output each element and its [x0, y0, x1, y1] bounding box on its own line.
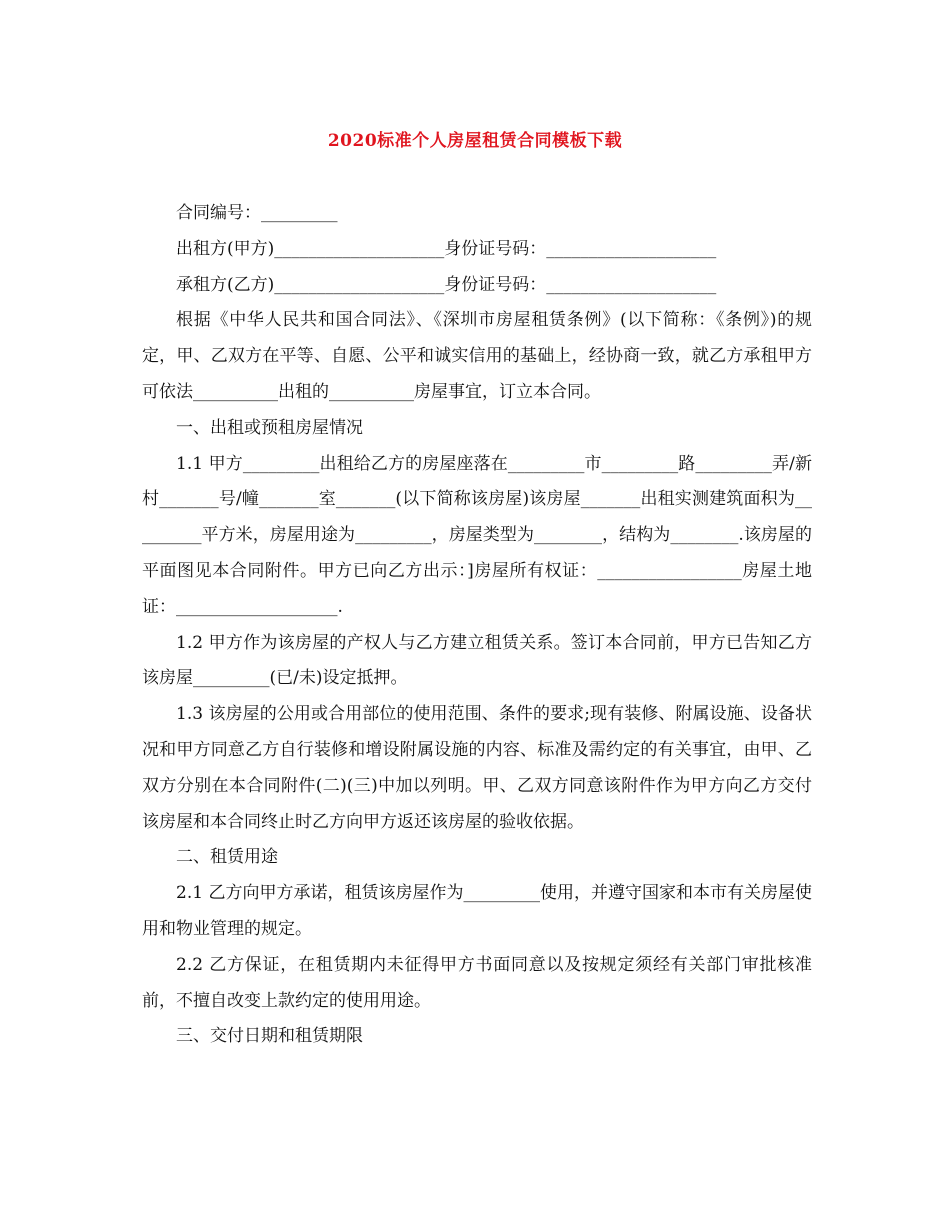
document-title: 2020标准个人房屋租赁合同模板下载 [327, 131, 623, 151]
clause-2-2: 2.2 乙方保证，在租赁期内未征得甲方书面同意以及按规定须经有关部门审批核准前，不擅自改变上款约定的使用用途。 [142, 954, 812, 1011]
preamble-paragraph: 根据《中华人民共和国合同法》、《深圳市房屋租赁条例》(以下简称：《条例》)的规定，甲、乙双方在平等、自愿、公平和诚实信用的基础上，经协商一致，就乙方承租甲方可依法__________出租的__________房屋事宜，订立本合同。 [142, 310, 812, 402]
lessee-line: 承租方(乙方)____________________身份证号码：____________________ [176, 274, 717, 295]
lessor-line: 出租方(甲方)____________________身份证号码：____________________ [176, 238, 717, 259]
document-body [142, 196, 812, 1055]
clause-2-1: 2.1 乙方向甲方承诺，租赁该房屋作为_________使用，并遵守国家和本市有关房屋使用和物业管理的规定。 [142, 883, 812, 939]
clause-1-1: 1.1 甲方_________出租给乙方的房屋座落在_________市_________路_________弄/新村_______号/幢_______室_______(以下简称该房屋)该房屋_______出租实测建筑面积为_________平方米，房屋用途为_________，房屋类型为________，结构为________.该房屋的平面图见本合同附件。甲方已向乙方出示：]房屋所有权证：_________________房屋土地证：___________________. [142, 453, 812, 617]
clause-1-2: 1.2 甲方作为该房屋的产权人与乙方建立租赁关系。签订本合同前，甲方已告知乙方该房屋_________(已/未)设定抵押。 [142, 632, 812, 689]
contract-number-line: 合同编号：_________ [176, 203, 338, 223]
section-heading-3: 三、交付日期和租赁期限 [176, 1026, 363, 1047]
section-heading-2: 二、租赁用途 [176, 847, 278, 868]
clause-1-3: 1.3 该房屋的公用或合用部位的使用范围、条件的要求;现有装修、附属设施、设备状况和甲方同意乙方自行装修和增设附属设施的内容、标准及需约定的有关事宜，由甲、乙双方分别在本合同附件(二)(三)中加以列明。甲、乙双方同意该附件作为甲方向乙方交付该房屋和本合同终止时乙方向甲方返还该房屋的验收依据。 [142, 704, 812, 832]
section-heading-1: 一、出租或预租房屋情况 [176, 417, 363, 438]
